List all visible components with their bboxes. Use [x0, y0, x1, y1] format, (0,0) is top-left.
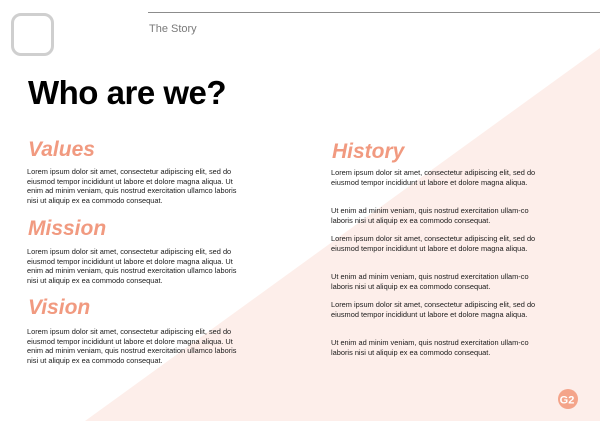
- values-heading: Values: [28, 138, 95, 161]
- mission-heading: Mission: [28, 217, 107, 240]
- history-paragraph: Lorem ipsum dolor sit amet, consectetur adipiscing elit, sed do eiusmod tempor incididunt ut labore et dolore magna aliqua.: [331, 300, 536, 319]
- vision-body: Lorem ipsum dolor sit amet, consectetur adipiscing elit, sed do eiusmod tempor incididunt ut labore et dolore magna aliqua. Ut enim ad minim veniam, quis nostrud exercitation ullamco laboris nisi ut aliquip ex ea commodo consequat.: [27, 327, 237, 365]
- history-paragraph: Ut enim ad minim veniam, quis nostrud exercitation ullam-co laboris nisi ut aliquip ex ea commodo consequat.: [331, 338, 529, 357]
- section-label: The Story: [149, 23, 197, 35]
- g2-logo-icon: [557, 388, 579, 410]
- history-paragraph: Lorem ipsum dolor sit amet, consectetur adipiscing elit, sed do eiusmod tempor incididunt ut labore et dolore magna aliqua.: [331, 168, 536, 187]
- logo-placeholder: [11, 13, 54, 56]
- history-paragraph: Lorem ipsum dolor sit amet, consectetur adipiscing elit, sed do eiusmod tempor incididunt ut labore et dolore magna aliqua.: [331, 234, 536, 253]
- page-title: Who are we?: [28, 74, 227, 111]
- history-paragraph: Ut enim ad minim veniam, quis nostrud exercitation ullam-co laboris nisi ut aliquip ex ea commodo consequat.: [331, 272, 529, 291]
- mission-body: Lorem ipsum dolor sit amet, consectetur adipiscing elit, sed do eiusmod tempor incididunt ut labore et dolore magna aliqua. Ut enim ad minim veniam, quis nostrud exercitation ullamco laboris nisi ut aliquip ex ea commodo consequat.: [27, 247, 237, 285]
- logo-letter: G2: [559, 394, 575, 407]
- history-heading: History: [332, 140, 405, 163]
- vision-heading: Vision: [28, 296, 91, 319]
- history-paragraph: Ut enim ad minim veniam, quis nostrud exercitation ullam-co laboris nisi ut aliquip ex ea commodo consequat.: [331, 206, 529, 225]
- header-rule: [148, 12, 600, 13]
- values-body: Lorem ipsum dolor sit amet, consectetur adipiscing elit, sed do eiusmod tempor incididunt ut labore et dolore magna aliqua. Ut enim ad minim veniam, quis nostrud exercitation ullamco laboris nisi ut aliquip ex ea commodo consequat.: [27, 167, 237, 205]
